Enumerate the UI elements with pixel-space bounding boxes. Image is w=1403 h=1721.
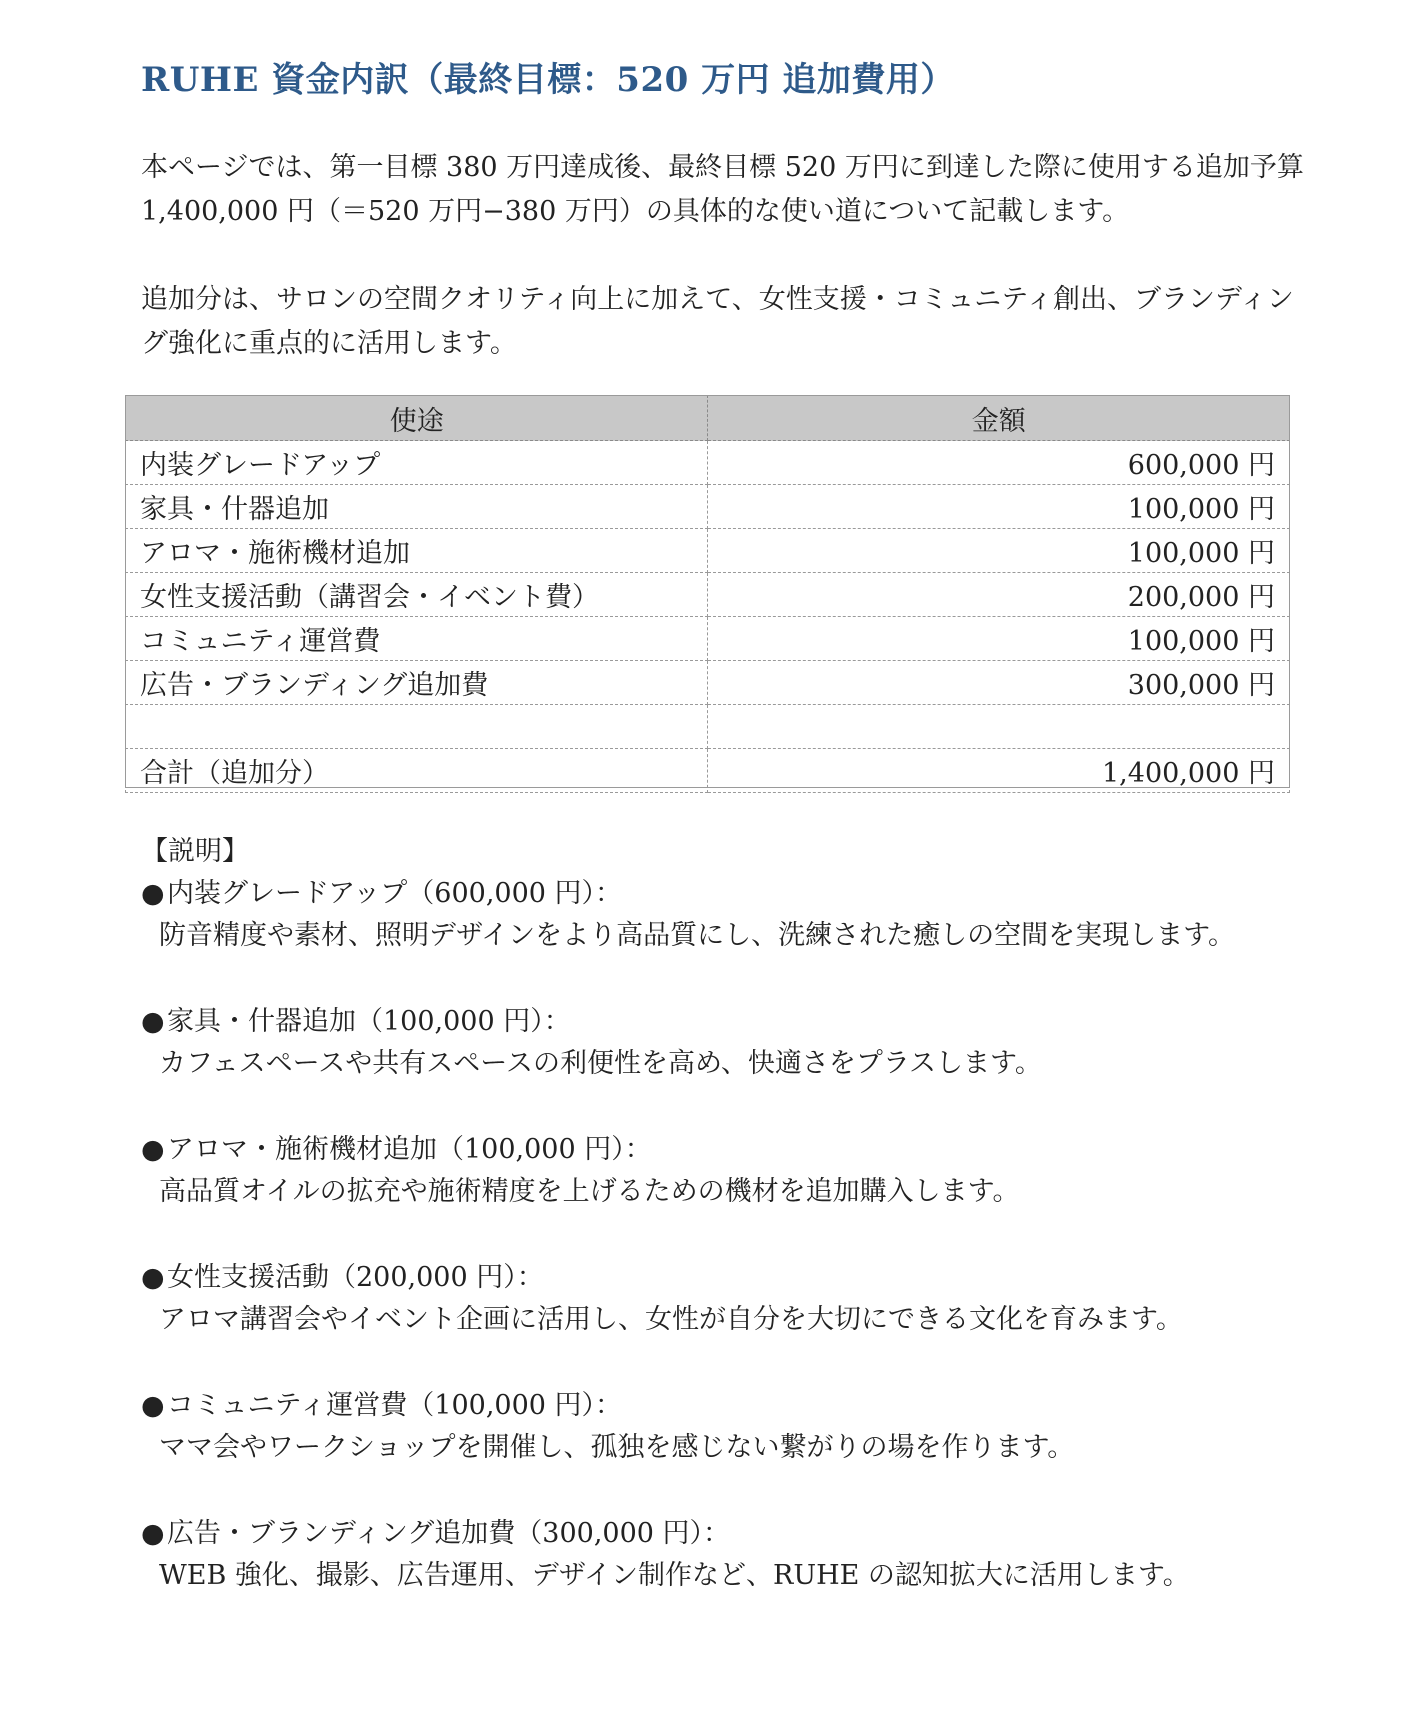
- item-heading: 内装グレードアップ（600,000 円）：: [167, 878, 623, 909]
- table-row: [126, 661, 1290, 705]
- cell-amount: 600,000 円: [708, 441, 1290, 485]
- cell-use: 内装グレードアップ: [126, 441, 708, 485]
- cell-use: アロマ・施術機材追加: [126, 529, 708, 573]
- bullet-icon: ●: [141, 1518, 165, 1549]
- cell-use: 広告・ブランディング追加費: [126, 661, 708, 705]
- table-row: [126, 529, 1290, 573]
- header-use: 使途: [126, 396, 708, 441]
- explanation-section: [141, 831, 1306, 1641]
- item-description: カフェスペースや共有スペースの利便性を高め、快適さをプラスします。: [159, 1048, 1042, 1079]
- bullet-icon: ●: [141, 878, 165, 909]
- funds-table: [125, 395, 1290, 793]
- total-label: 合計（追加分）: [126, 749, 708, 793]
- table-row-empty: [126, 705, 1290, 749]
- explanation-item: [141, 1257, 1306, 1341]
- explanation-item: [141, 1001, 1306, 1085]
- explanation-header: 【説明】: [141, 836, 249, 867]
- table-row: [126, 441, 1290, 485]
- cell-use: 女性支援活動（講習会・イベント費）: [126, 573, 708, 617]
- cell-amount: [708, 705, 1290, 749]
- explanation-item: [141, 1129, 1306, 1213]
- cell-amount: 100,000 円: [708, 529, 1290, 573]
- document-page: [140, 58, 1306, 1591]
- explanation-item: [141, 1513, 1306, 1597]
- cell-use: [126, 705, 708, 749]
- item-description: 高品質オイルの拡充や施術精度を上げるための機材を追加購入します。: [159, 1176, 1020, 1207]
- explanation-item: [141, 1385, 1306, 1469]
- item-description: WEB 強化、撮影、広告運用、デザイン制作など、RUHE の認知拡大に活用します。: [159, 1560, 1190, 1591]
- table-row: [126, 617, 1290, 661]
- cell-amount: 200,000 円: [708, 573, 1290, 617]
- page-title: RUHE 資金内訳（最終目標：520 万円 追加費用）: [141, 60, 955, 100]
- cell-amount: 300,000 円: [708, 661, 1290, 705]
- intro-paragraph-2: 追加分は、サロンの空間クオリティ向上に加えて、女性支援・コミュニティ創出、ブランディング強化に重点的に活用します。: [141, 284, 1294, 359]
- bullet-icon: ●: [141, 1134, 165, 1165]
- cell-amount: 100,000 円: [708, 617, 1290, 661]
- item-heading: 家具・什器追加（100,000 円）：: [167, 1006, 571, 1037]
- intro-paragraph-1: 本ページでは、第一目標 380 万円達成後、最終目標 520 万円に到達した際に使用する追加予算 1,400,000 円（＝520 万円−380 万円）の具体的な使い道について記載します。: [141, 152, 1304, 227]
- table-row: [126, 485, 1290, 529]
- item-heading: 女性支援活動（200,000 円）：: [167, 1262, 544, 1293]
- explanation-item: [141, 873, 1306, 957]
- item-heading: コミュニティ運営費（100,000 円）：: [167, 1390, 623, 1421]
- bullet-icon: ●: [141, 1390, 165, 1421]
- item-heading: 広告・ブランディング追加費（300,000 円）：: [167, 1518, 731, 1549]
- header-amount: 金額: [708, 396, 1290, 441]
- table-total-row: [126, 749, 1290, 793]
- table-header-row: [126, 396, 1290, 441]
- item-description: ママ会やワークショップを開催し、孤独を感じない繋がりの場を作ります。: [159, 1432, 1075, 1463]
- cell-amount: 100,000 円: [708, 485, 1290, 529]
- table-row: [126, 573, 1290, 617]
- cell-use: 家具・什器追加: [126, 485, 708, 529]
- item-heading: アロマ・施術機材追加（100,000 円）：: [167, 1134, 652, 1165]
- item-description: 防音精度や素材、照明デザインをより高品質にし、洗練された癒しの空間を実現します。: [159, 920, 1235, 951]
- cell-use: コミュニティ運営費: [126, 617, 708, 661]
- total-amount: 1,400,000 円: [708, 749, 1290, 793]
- bullet-icon: ●: [141, 1262, 165, 1293]
- bullet-icon: ●: [141, 1006, 165, 1037]
- item-description: アロマ講習会やイベント企画に活用し、女性が自分を大切にできる文化を育みます。: [159, 1304, 1183, 1335]
